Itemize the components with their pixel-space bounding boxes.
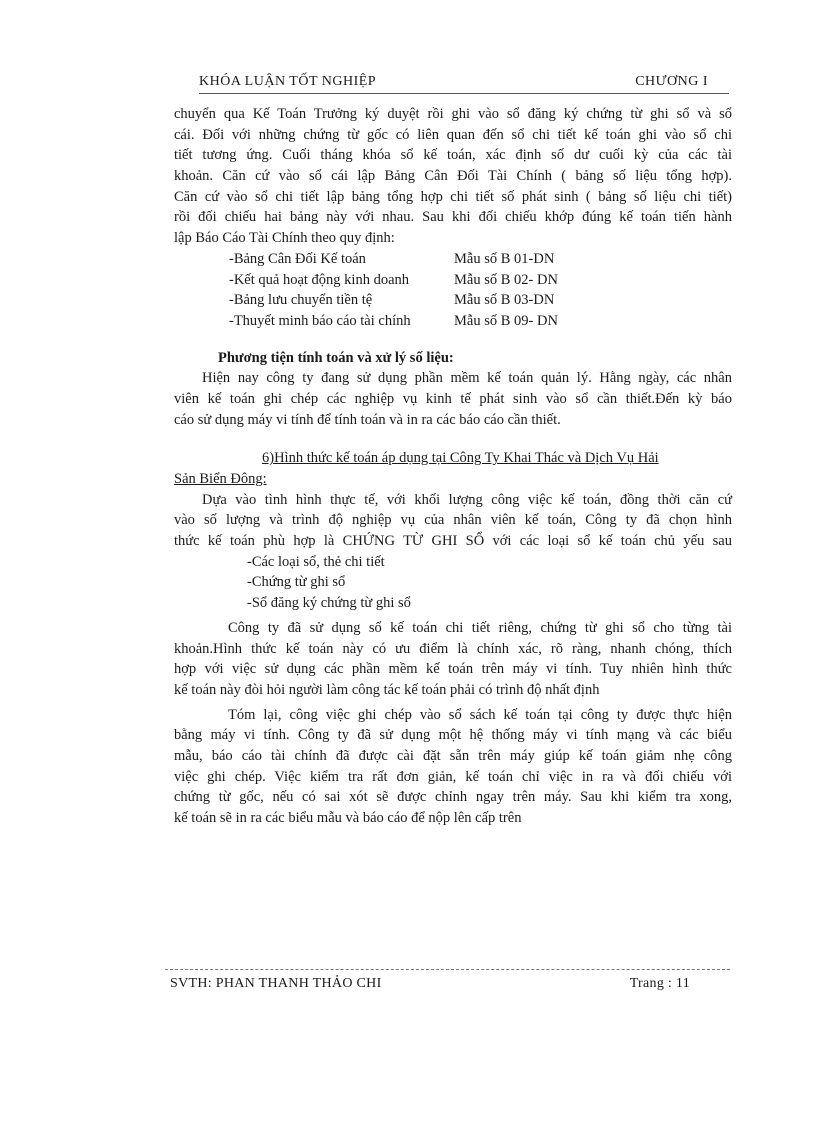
text-line: chứng từ gốc, nếu có sai xót sẽ được chỉnh ngay trên máy. Sau khi kiểm tra xong, [174,789,732,806]
text-line: thức kế toán phù hợp là CHỨNG TỪ GHI SỔ với các loại sổ kế toán chủ yếu sau [174,533,732,550]
text-line: khoản.Hình thức kế toán này có ưu điểm là chính xác, rõ ràng, nhanh chóng, thích [174,640,732,657]
text-line: Căn cứ vào sổ chi tiết lập bảng tổng hợp chi tiết số phát sinh ( bảng số liệu chi tiết) [174,188,732,205]
text-line: hợp với việc sử dụng các phần mềm kế toán trên máy vi tính. Tuy nhiên hình thức [174,661,732,678]
text-line: kế toán sẽ in ra các biểu mẫu và báo cáo để nộp lên cấp trên [174,810,522,826]
text-line: Dựa vào tình hình thực tế, với khối lượng công việc kế toán, đồng thời căn cứ [202,491,732,508]
section-6-paragraph-3 [174,705,732,829]
page-footer [170,976,690,996]
form-code: Mẫu số B 02- DN [454,271,558,288]
list-item [174,311,732,332]
text-line: rồi đối chiếu hai bảng này với nhau. Sau khi đối chiếu khớp đúng kế toán tiến hành [174,209,732,226]
footer-student-name: SVTH: PHAN THANH THẢO CHI [170,976,382,991]
tools-heading: Phương tiện tính toán và xử lý số liệu: [218,349,454,366]
form-code: Mẫu số B 01-DN [454,250,555,267]
form-label: -Bảng lưu chuyển tiền tệ [229,292,373,309]
text-line: lập Báo Cáo Tài Chính theo quy định: [174,230,395,247]
text-line: cái. Đối với những chứng từ gốc có liên quan đến sổ chi tiết kế toán ghi vào sổ chi [174,126,732,143]
ledger-books-list [174,552,732,614]
section-6-paragraph-1 [174,490,732,552]
list-item [174,249,732,270]
report-forms-list [174,249,732,332]
list-item [174,290,732,311]
header-thesis-title: KHÓA LUẬN TỐT NGHIỆP [199,74,377,89]
page-body [174,104,732,829]
list-item: -Sổ đăng ký chứng từ ghi sổ [247,595,411,612]
intro-paragraph [174,104,732,249]
text-line: chuyển qua Kế Toán Trưởng ký duyệt rồi ghi vào sổ đăng ký chứng từ ghi sổ và sổ [174,106,732,122]
form-code: Mẫu số B 03-DN [454,292,555,309]
form-label: -Kết quả hoạt động kinh doanh [229,271,410,288]
page-number: Trang : 11 [629,976,690,991]
header-chapter: CHƯƠNG I [635,74,708,89]
list-item [174,270,732,291]
section-6-title: 6)Hình thức kế toán áp dụng tại Công Ty Khai Thác và Dịch Vụ Hải [262,450,659,467]
header-divider [199,93,729,94]
tools-paragraph [174,368,732,430]
form-label: -Thuyết minh báo cáo tài chính [229,312,411,329]
text-line: bằng máy vi tính. Công ty đã sử dụng một hệ thống máy vi tính mạng và các biểu [174,727,732,744]
form-label: -Bảng Cân Đối Kế toán [229,250,366,267]
text-line: viên kế toán ghi chép các nghiệp vụ kinh tế phát sinh vào sổ cần thiết.Đến kỳ báo [174,390,732,407]
text-line: tiết tương ứng. Cuối tháng khóa sổ kế toán, xác định số dư cuối kỳ của các tài [174,147,732,164]
text-line: vào số lượng và trình độ nghiệp vụ của nhân viên kế toán, Công ty đã chọn hình [174,512,732,529]
text-line: Công ty đã sử dụng sổ kế toán chi tiết riêng, chứng từ ghi sổ cho từng tài [228,619,732,636]
text-line: Tóm lại, công việc ghi chép vào sổ sách kế toán tại công ty được thực hiện [228,706,732,723]
section-6-paragraph-2 [174,618,732,701]
text-line: Hiện nay công ty đang sử dụng phần mềm kế toán quản lý. Hằng ngày, các nhân [202,370,732,387]
text-line: khoản. Căn cứ vào sổ cái lập Bảng Cân Đối Tài Chính ( bảng số liệu tổng hợp). [174,168,732,185]
section-6-title-cont: Sản Biển Đông: [174,471,267,487]
form-code: Mẫu số B 09- DN [454,312,558,329]
list-item: -Các loại sổ, thẻ chi tiết [247,553,385,570]
text-line: mẫu, báo cáo tài chính đã được cài đặt sẵn trên máy giúp kế toán giảm nhẹ công [174,747,732,764]
page-header [199,74,716,94]
footer-divider [165,969,730,970]
text-line: việc ghi chép. Việc kiểm tra rất đơn giản, kế toán chỉ việc in ra và đối chiếu với [174,768,732,785]
list-item: -Chứng từ ghi sổ [247,574,346,591]
text-line: cáo sử dụng máy vi tính để tính toán và in ra các báo cáo cần thiết. [174,411,561,428]
text-line: kế toán này đòi hỏi người làm công tác kế toán phải có trình độ nhất định [174,681,600,698]
